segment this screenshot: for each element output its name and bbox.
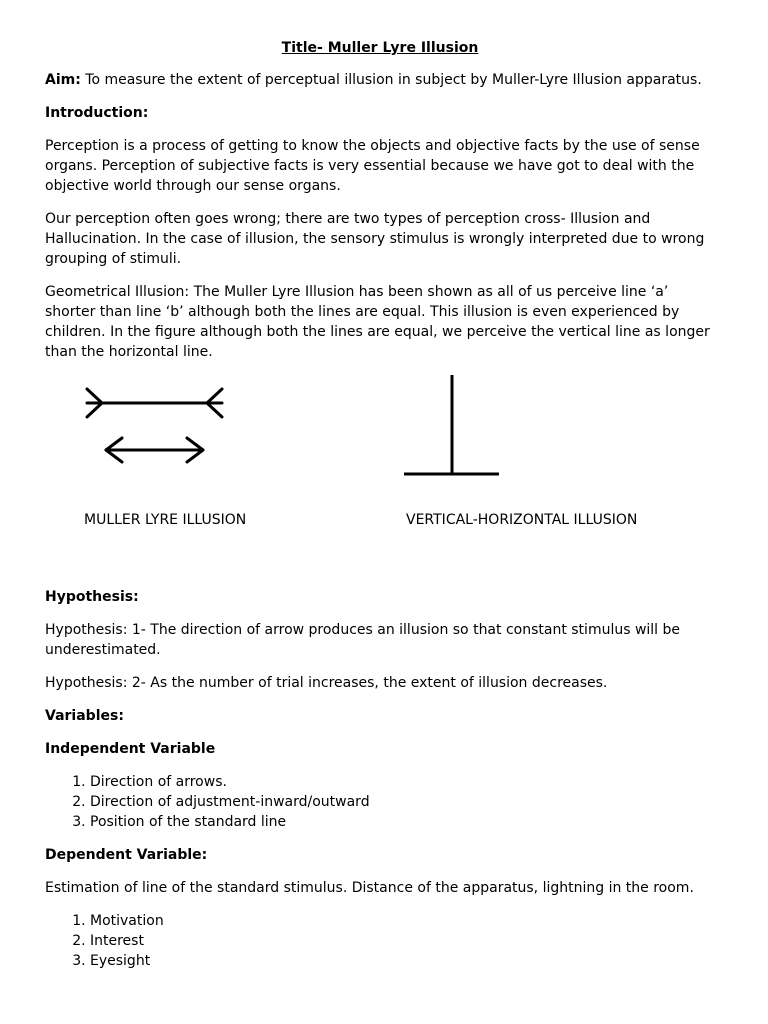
document-page [45, 38, 715, 984]
dependent-variable-heading: Dependent Variable: [45, 847, 208, 863]
dependent-variable-list [45, 911, 715, 971]
document-title: Title- Muller Lyre Illusion [281, 40, 479, 56]
list-item: 1. Motivation [90, 911, 715, 931]
intro-paragraph-3: Geometrical Illusion: The Muller Lyre Illusion has been shown as all of us perceive line ‘a’ shorter than line ‘b’ although both the lines are equal. This illusion is even experienced by children. In the figure although both the lines are equal, we perceive the vertical line as longer than the horizontal line. [45, 284, 710, 360]
list-item: 3. Eyesight [90, 951, 715, 971]
muller-caption: MULLER LYRE ILLUSION [84, 512, 247, 528]
aim-label: Aim: [45, 72, 81, 88]
hypothesis-2: Hypothesis: 2- As the number of trial increases, the extent of illusion decreases. [45, 675, 608, 691]
aim-text: To measure the extent of perceptual illusion in subject by Muller-Lyre Illusion apparatus. [85, 72, 702, 88]
introduction-heading: Introduction: [45, 105, 149, 121]
aim-paragraph [45, 70, 715, 90]
illusion-figures [45, 375, 715, 535]
dependent-variable-text: Estimation of line of the standard stimulus. Distance of the apparatus, lightning in the room. [45, 880, 694, 896]
list-item: 2. Interest [90, 931, 715, 951]
hypothesis-1: Hypothesis: 1- The direction of arrow produces an illusion so that constant stimulus will be underestimated. [45, 622, 681, 658]
muller-lyre-figure [80, 375, 230, 475]
intro-paragraph-1: Perception is a process of getting to know the objects and objective facts by the use of sense organs. Perception of subjective facts is very essential because we have got to deal with the objective world through our sense organs. [45, 138, 700, 194]
hypothesis-heading: Hypothesis: [45, 589, 139, 605]
independent-variable-heading: Independent Variable [45, 741, 216, 757]
vertical-horizontal-figure [400, 375, 510, 485]
vertical-horizontal-caption: VERTICAL-HORIZONTAL ILLUSION [406, 512, 638, 528]
list-item: 1. Direction of arrows. [90, 772, 715, 792]
list-item: 2. Direction of adjustment-inward/outward [90, 792, 715, 812]
variables-heading: Variables: [45, 708, 124, 724]
list-item: 3. Position of the standard line [90, 812, 715, 832]
independent-variable-list [45, 772, 715, 832]
intro-paragraph-2: Our perception often goes wrong; there are two types of perception cross- Illusion and Hallucination. In the case of illusion, the sensory stimulus is wrongly interpreted due to wrong grouping of stimuli. [45, 211, 705, 267]
